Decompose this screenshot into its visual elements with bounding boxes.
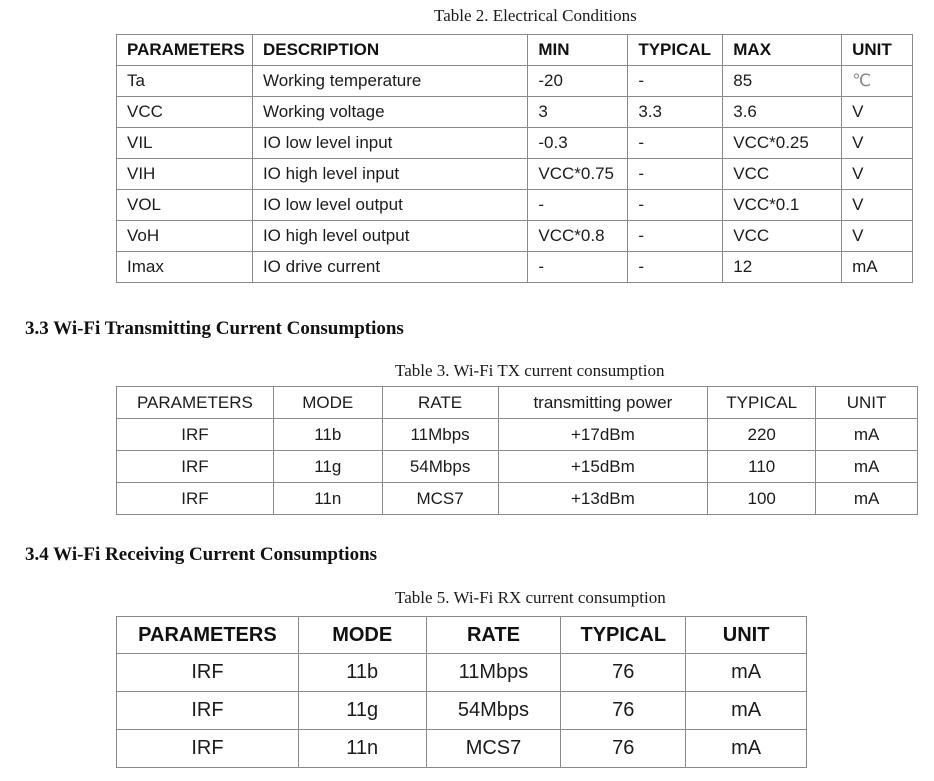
- table-cell: Ta: [117, 66, 253, 97]
- table-cell: Imax: [117, 252, 253, 283]
- table-cell: IRF: [117, 483, 274, 515]
- table2-caption: Table 2. Electrical Conditions: [434, 6, 637, 25]
- table-cell: V: [842, 221, 913, 252]
- table-cell: IRF: [117, 730, 299, 768]
- section-heading-3-3: 3.3 Wi-Fi Transmitting Current Consumptions: [25, 318, 404, 339]
- table-row: [117, 66, 913, 97]
- column-header: TYPICAL: [708, 387, 816, 419]
- table-cell: V: [842, 190, 913, 221]
- table-cell: mA: [816, 483, 918, 515]
- table-cell: +15dBm: [498, 451, 708, 483]
- table-cell: +13dBm: [498, 483, 708, 515]
- table-cell: IRF: [117, 654, 299, 692]
- table-cell: Working temperature: [252, 66, 527, 97]
- table-header-row: [117, 387, 918, 419]
- table-cell: 76: [561, 654, 686, 692]
- table-cell: 100: [708, 483, 816, 515]
- table-cell: IRF: [117, 692, 299, 730]
- table-cell: VCC*0.1: [723, 190, 842, 221]
- table-cell: 11b: [273, 419, 382, 451]
- table-row: [117, 190, 913, 221]
- table3-caption: Table 3. Wi-Fi TX current consumption: [395, 361, 665, 380]
- column-header: MODE: [298, 617, 426, 654]
- table-cell: mA: [686, 692, 807, 730]
- table-cell: VIH: [117, 159, 253, 190]
- table-cell: 85: [723, 66, 842, 97]
- table-cell: 220: [708, 419, 816, 451]
- table-cell: VCC: [723, 221, 842, 252]
- column-header: DESCRIPTION: [252, 35, 527, 66]
- table-row: [117, 128, 913, 159]
- table-cell: V: [842, 97, 913, 128]
- table-cell: mA: [686, 730, 807, 768]
- table-cell: -: [628, 221, 723, 252]
- table-row: [117, 159, 913, 190]
- table-row: [117, 654, 807, 692]
- table-cell: IRF: [117, 419, 274, 451]
- column-header: transmitting power: [498, 387, 708, 419]
- column-header: MAX: [723, 35, 842, 66]
- table-cell: IO low level input: [252, 128, 527, 159]
- section-heading-3-4: 3.4 Wi-Fi Receiving Current Consumptions: [25, 544, 378, 565]
- table-cell: VCC*0.8: [528, 221, 628, 252]
- table-cell: VCC: [117, 97, 253, 128]
- table-cell: mA: [816, 419, 918, 451]
- table-cell: MCS7: [382, 483, 498, 515]
- table-cell: 76: [561, 692, 686, 730]
- column-header: TYPICAL: [628, 35, 723, 66]
- table-cell: 11b: [298, 654, 426, 692]
- column-header: PARAMETERS: [117, 617, 299, 654]
- table-cell: 12: [723, 252, 842, 283]
- table-cell: 11Mbps: [426, 654, 561, 692]
- table-row: [117, 730, 807, 768]
- table-cell: Working voltage: [252, 97, 527, 128]
- table-cell: 3.3: [628, 97, 723, 128]
- column-header: PARAMETERS: [117, 35, 253, 66]
- table-cell: -: [628, 252, 723, 283]
- column-header: TYPICAL: [561, 617, 686, 654]
- table-cell: -: [628, 128, 723, 159]
- table-row: [117, 451, 918, 483]
- table-cell: 54Mbps: [426, 692, 561, 730]
- table-cell: VCC: [723, 159, 842, 190]
- table-cell: mA: [686, 654, 807, 692]
- table-header-row: [117, 617, 807, 654]
- table-cell: IO high level output: [252, 221, 527, 252]
- table-cell: VCC*0.75: [528, 159, 628, 190]
- table-cell: 11g: [273, 451, 382, 483]
- column-header: MODE: [273, 387, 382, 419]
- column-header: UNIT: [816, 387, 918, 419]
- table-cell: -: [628, 190, 723, 221]
- electrical-conditions-table: [116, 34, 913, 283]
- table-cell: IO low level output: [252, 190, 527, 221]
- column-header: PARAMETERS: [117, 387, 274, 419]
- table-row: [117, 97, 913, 128]
- table-header-row: [117, 35, 913, 66]
- table-cell: -: [628, 66, 723, 97]
- table-cell: IRF: [117, 451, 274, 483]
- table-cell: IO drive current: [252, 252, 527, 283]
- table-cell: VoH: [117, 221, 253, 252]
- table-cell: ℃: [842, 66, 913, 97]
- table-cell: 3.6: [723, 97, 842, 128]
- table-cell: 11n: [273, 483, 382, 515]
- table-cell: VOL: [117, 190, 253, 221]
- table-cell: 11Mbps: [382, 419, 498, 451]
- column-header: MIN: [528, 35, 628, 66]
- table-cell: mA: [842, 252, 913, 283]
- wifi-rx-current-table: [116, 616, 807, 768]
- table-cell: -20: [528, 66, 628, 97]
- table-cell: 110: [708, 451, 816, 483]
- table-row: [117, 221, 913, 252]
- table-row: [117, 692, 807, 730]
- table-row: [117, 419, 918, 451]
- table-cell: VIL: [117, 128, 253, 159]
- table-cell: 76: [561, 730, 686, 768]
- column-header: RATE: [426, 617, 561, 654]
- table-row: [117, 252, 913, 283]
- wifi-tx-current-table: [116, 386, 918, 515]
- table-cell: 11g: [298, 692, 426, 730]
- table-cell: IO high level input: [252, 159, 527, 190]
- table-cell: -0.3: [528, 128, 628, 159]
- table-cell: MCS7: [426, 730, 561, 768]
- table-cell: -: [528, 252, 628, 283]
- column-header: UNIT: [686, 617, 807, 654]
- table-cell: -: [628, 159, 723, 190]
- table-cell: -: [528, 190, 628, 221]
- table-cell: VCC*0.25: [723, 128, 842, 159]
- table-cell: 54Mbps: [382, 451, 498, 483]
- table-cell: +17dBm: [498, 419, 708, 451]
- column-header: UNIT: [842, 35, 913, 66]
- table-cell: V: [842, 159, 913, 190]
- table-cell: V: [842, 128, 913, 159]
- table-cell: 3: [528, 97, 628, 128]
- column-header: RATE: [382, 387, 498, 419]
- table-row: [117, 483, 918, 515]
- table-cell: 11n: [298, 730, 426, 768]
- table5-caption: Table 5. Wi-Fi RX current consumption: [395, 588, 666, 607]
- table-cell: mA: [816, 451, 918, 483]
